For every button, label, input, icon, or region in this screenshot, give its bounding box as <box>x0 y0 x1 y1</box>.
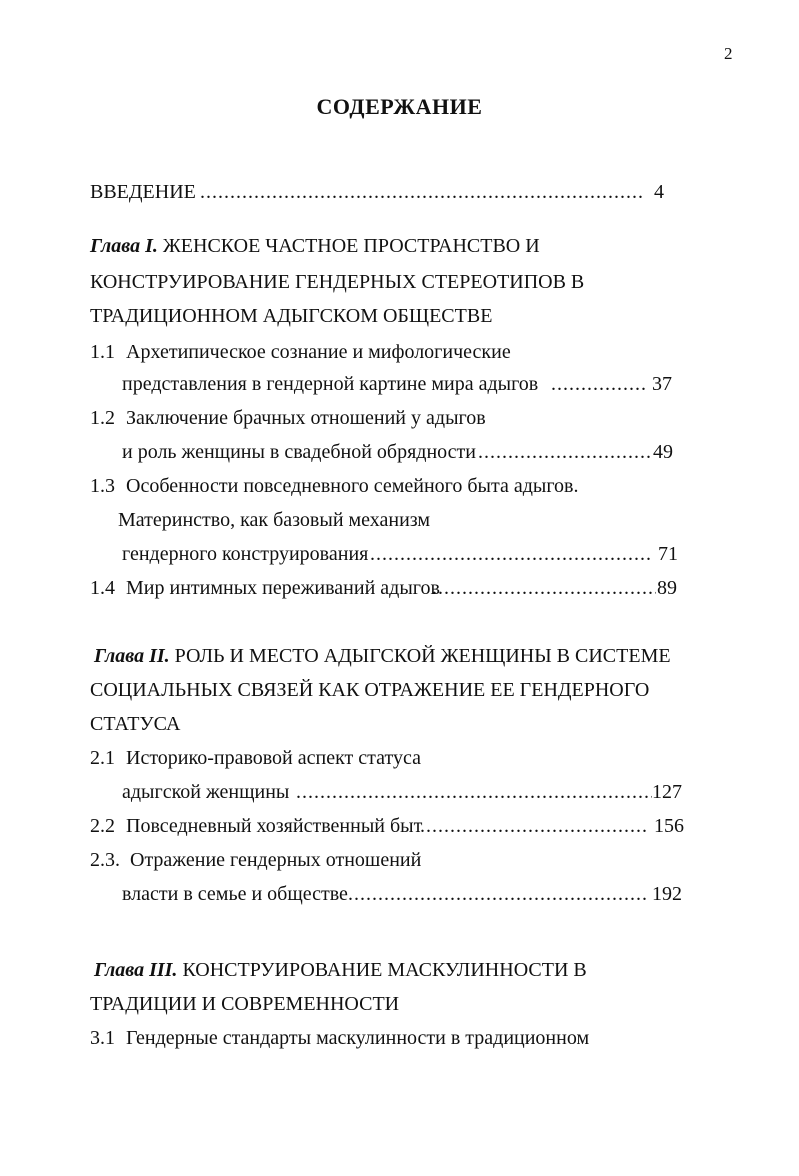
section-number: 2.2 <box>90 815 115 837</box>
toc-page-number: 127 <box>652 781 682 803</box>
chapter-title-line: ТРАДИЦИИ И СОВРЕМЕННОСТИ <box>90 993 400 1015</box>
section-number: 1.2 <box>90 407 115 429</box>
section-title-line: адыгской женщины <box>122 781 290 803</box>
dot-leader <box>420 814 646 838</box>
section-number: 2.1 <box>90 747 115 769</box>
dot-leader <box>478 440 652 464</box>
section-title-line: гендерного конструирования <box>122 543 369 565</box>
section-title-line: Гендерные стандарты маскулинности в традиционном <box>126 1027 590 1049</box>
chapter-title-line: ЖЕНСКОЕ ЧАСТНОЕ ПРОСТРАНСТВО И <box>162 235 540 257</box>
chapter-title-line: РОЛЬ И МЕСТО АДЫГСКОЙ ЖЕНЩИНЫ В СИСТЕМЕ <box>174 645 671 667</box>
toc-page-number: 4 <box>654 181 664 203</box>
chapter-title-line: СТАТУСА <box>90 713 181 735</box>
section-number: 1.1 <box>90 341 115 363</box>
chapter-title-line: ТРАДИЦИОННОМ АДЫГСКОМ ОБЩЕСТВЕ <box>90 305 493 327</box>
section-title-line: Особенности повседневного семейного быта адыгов. <box>126 475 579 497</box>
toc-intro-label: ВВЕДЕНИЕ <box>90 181 196 203</box>
page-number: 2 <box>724 44 733 63</box>
toc-page-number: 71 <box>658 543 678 565</box>
section-title-line: представления в гендерной картине мира адыгов <box>122 373 539 395</box>
page-title: СОДЕРЖАНИЕ <box>316 94 483 119</box>
dot-leader <box>348 882 646 906</box>
toc-page-number: 89 <box>657 577 677 599</box>
chapter-title-line: СОЦИАЛЬНЫХ СВЯЗЕЙ КАК ОТРАЖЕНИЕ ЕЕ ГЕНДЕРНОГО <box>90 679 650 701</box>
section-number: 3.1 <box>90 1027 115 1049</box>
dot-leader <box>551 372 645 396</box>
chapter-title-line: КОНСТРУИРОВАНИЕ ГЕНДЕРНЫХ СТЕРЕОТИПОВ В <box>90 271 585 293</box>
chapter-label: Глава I. <box>90 235 158 257</box>
dot-leader <box>370 542 650 566</box>
section-title-line: Заключение брачных отношений у адыгов <box>126 407 486 429</box>
section-title-line: Архетипическое сознание и мифологические <box>126 341 511 363</box>
toc-page-number: 156 <box>654 815 684 837</box>
toc-page-number: 49 <box>653 441 673 463</box>
section-number: 1.4 <box>90 577 115 599</box>
section-number: 2.3. <box>90 849 120 871</box>
section-title-line: Повседневный хозяйственный быт <box>126 815 423 837</box>
section-title-line: Историко-правовой аспект статуса <box>126 747 421 769</box>
toc-page-number: 37 <box>652 373 672 395</box>
chapter-label: Глава III. <box>94 959 178 981</box>
section-number: 1.3 <box>90 475 115 497</box>
section-title-line: и роль женщины в свадебной обрядности <box>122 441 477 463</box>
section-title-line: Отражение гендерных отношений <box>130 849 422 871</box>
chapter-label: Глава II. <box>94 645 170 667</box>
dot-leader <box>432 576 656 600</box>
toc-page-number: 192 <box>652 883 682 905</box>
section-title-line: власти в семье и обществе <box>122 883 348 905</box>
chapter-title-line: КОНСТРУИРОВАНИЕ МАСКУЛИННОСТИ В <box>182 959 587 981</box>
section-title-line: Мир интимных переживаний адыгов <box>126 577 440 599</box>
dot-leader <box>296 780 652 804</box>
dot-leader <box>200 180 645 204</box>
section-title-line: Материнство, как базовый механизм <box>118 509 431 531</box>
